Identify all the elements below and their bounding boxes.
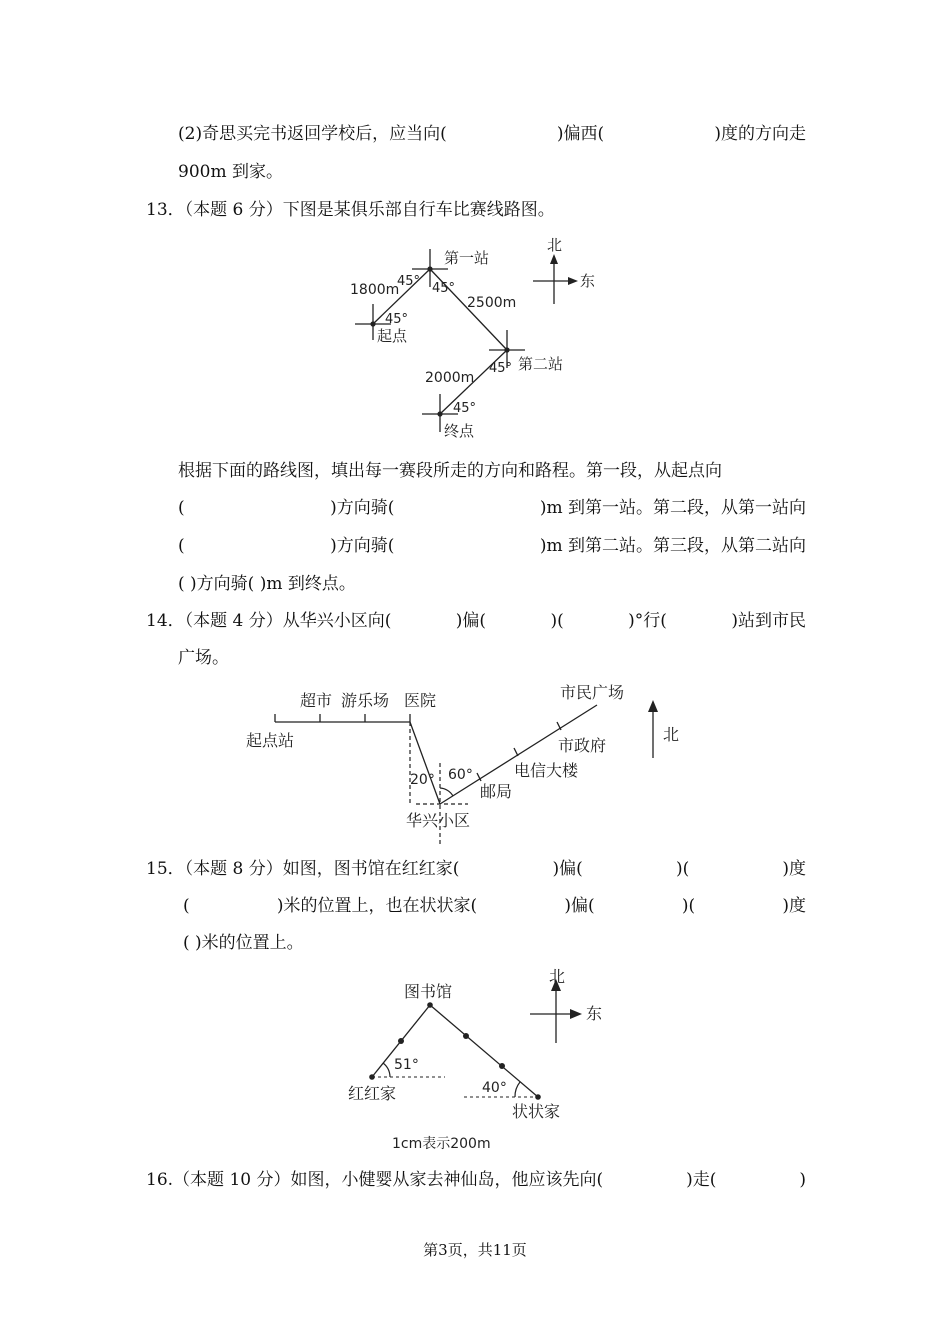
- east-label: 东: [580, 272, 596, 290]
- telecom-label: 电信大楼: [514, 761, 579, 780]
- dist2-label: 2500m: [467, 295, 517, 311]
- dist1-label: 1800m: [350, 282, 400, 298]
- plaza-label: 市民广场: [560, 683, 625, 702]
- angle2-label: 45°: [432, 281, 456, 296]
- angle40-label: 40°: [482, 1080, 507, 1096]
- q15-line3: ( )米的位置上。: [183, 933, 304, 953]
- q14-line1: 14．（本题 4 分）从华兴小区向( )偏( )( )°行( )站到市民: [146, 611, 806, 631]
- q14-route-figure: [240, 678, 680, 850]
- library-label: 图书馆: [404, 982, 453, 1001]
- q13-route-figure: [340, 232, 620, 442]
- angle3-label: 45°: [385, 312, 409, 327]
- q13-line1: 根据下面的路线图，填出每一赛段所走的方向和路程。第一段，从起点向: [178, 461, 722, 481]
- supermarket-label: 超市: [300, 691, 333, 710]
- q15-line1: 15．（本题 8 分）如图，图书馆在红红家( )偏( )( )度: [146, 859, 806, 879]
- q13-line3: ( )方向骑( )m 到第二站。第三段，从第二站向: [178, 536, 806, 556]
- east-label: 东: [586, 1004, 603, 1023]
- end-label: 终点: [444, 422, 475, 440]
- angle1-label: 45°: [397, 274, 421, 289]
- angle60-label: 60°: [448, 767, 473, 783]
- north-label: 北: [549, 967, 566, 986]
- angle5-label: 45°: [453, 401, 477, 416]
- start-label: 起点: [377, 327, 408, 345]
- angle4-label: 45°: [489, 361, 513, 376]
- q16-line1: 16.（本题 10 分）如图，小健婴从家去神仙岛，他应该先向( )走( ): [146, 1170, 806, 1190]
- q15-line2: ( )米的位置上，也在状状家( )偏( )( )度: [183, 896, 806, 916]
- q13-stem: 13．（本题 6 分）下图是某俱乐部自行车比赛线路图。: [146, 200, 555, 220]
- government-label: 市政府: [558, 736, 607, 755]
- q13-line4: ( )方向骑( )m 到终点。: [178, 574, 356, 594]
- north-label: 北: [663, 725, 680, 744]
- zhuangzhuang-label: 状状家: [512, 1102, 561, 1121]
- post-label: 邮局: [480, 782, 513, 801]
- angle20-label: 20°: [410, 772, 435, 788]
- honghong-label: 红红家: [348, 1084, 397, 1103]
- dist3-label: 2000m: [425, 370, 475, 386]
- station2-label: 第二站: [518, 355, 564, 373]
- q14-line2: 广场。: [178, 648, 229, 668]
- scale-label: 1cm表示200m: [392, 1136, 491, 1152]
- q12-line1: (2)奇思买完书返回学校后，应当向( )偏西( )度的方向走: [178, 124, 806, 144]
- q12-line2: 900m 到家。: [178, 162, 283, 182]
- hospital-label: 医院: [404, 691, 437, 710]
- q15-map-figure: [330, 965, 620, 1160]
- community-label: 华兴小区: [406, 811, 471, 830]
- playground-label: 游乐场: [341, 691, 390, 710]
- page-footer: 第3页，共11页: [423, 1241, 527, 1259]
- q13-line2: ( )方向骑( )m 到第一站。第二段，从第一站向: [178, 498, 806, 518]
- station1-label: 第一站: [444, 249, 490, 267]
- start-station-label: 起点站: [246, 731, 295, 750]
- north-label: 北: [547, 236, 563, 254]
- angle51-label: 51°: [394, 1057, 419, 1073]
